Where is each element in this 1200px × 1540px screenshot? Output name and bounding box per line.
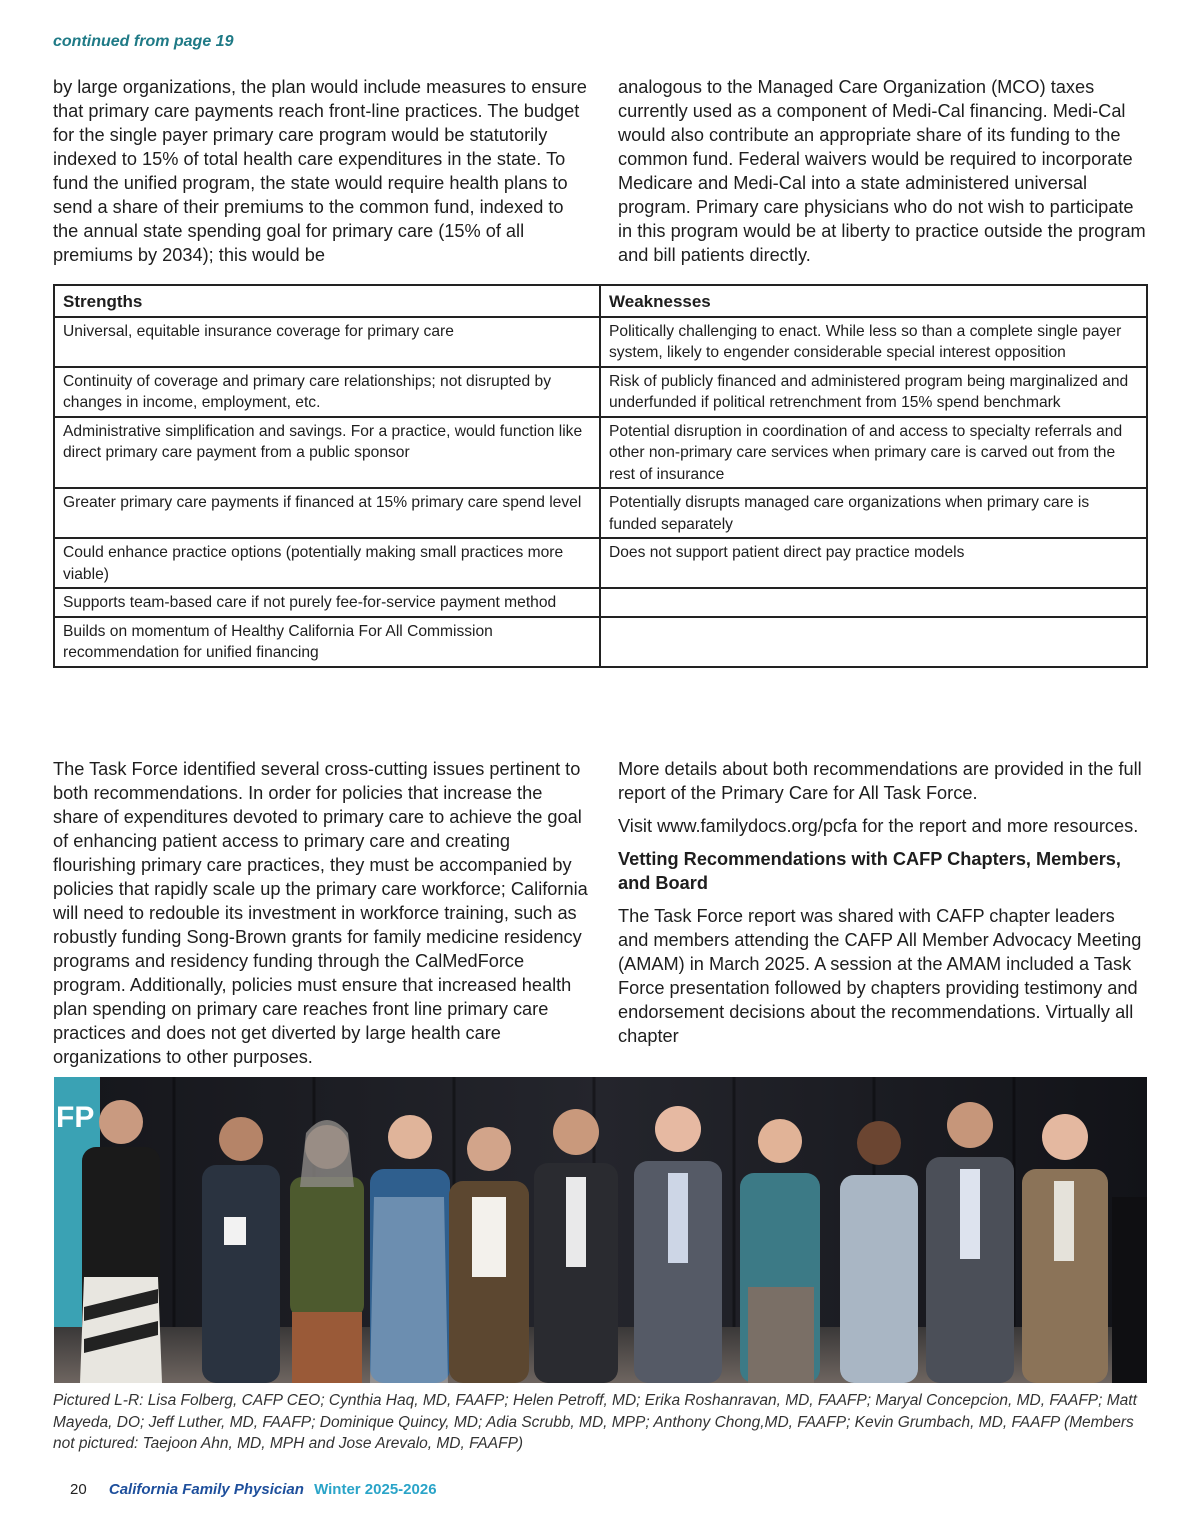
table-row [54,588,1147,617]
strength-cell: Greater primary care payments if financed at 15% primary care spend level [54,488,600,538]
table-row [54,417,1147,489]
weaknesses-header: Weaknesses [600,285,1147,317]
body-right-column [618,757,1148,1057]
table-row [54,538,1147,588]
vetting-paragraph: The Task Force report was shared with CAFP chapter leaders and members attending the CAFP All Member Advocacy Meeting (AMAM) in March 2025. A session at the AMAM included a Task Force presentation followed by chapters providing testimony and endorsement decisions about the recommendations. Virtually all chapter [618,906,1142,1046]
magazine-title: California Family Physician [108,1481,304,1498]
weakness-cell [600,617,1147,667]
table-row [54,488,1147,538]
continued-from-label: continued from page 19 [53,33,234,50]
strength-cell: Supports team-based care if not purely fee-for-service payment method [54,588,600,617]
banner-text: FP [56,1101,95,1134]
intro-left-paragraph: by large organizations, the plan would include measures to ensure that primary care payments reach front-line practices. The budget for the single payer primary care program would be statutorily indexed to 15% of total health care expenditures in the state. To fund the unified program, the state would require health plans to send a share of their premiums to the common fund, indexed to the annual state spending goal for primary care (15% of all premiums by 2034); this would be [53,77,587,265]
strengths-header: Strengths [54,285,600,317]
weakness-cell: Politically challenging to enact. While less so than a complete single payer system, likely to engender considerable special interest opposition [600,317,1147,367]
weakness-cell: Risk of publicly financed and administered program being marginalized and underfunded if political retrenchment from 15% spend benchmark [600,367,1147,417]
strength-cell: Continuity of coverage and primary care relationships; not disrupted by changes in income, employment, etc. [54,367,600,417]
strength-cell: Builds on momentum of Healthy California For All Commission recommendation for unified financing [54,617,600,667]
page-number: 20 [70,1481,87,1498]
details-paragraph: More details about both recommendations are provided in the full report of the Primary Care for All Task Force. [618,759,1142,803]
photo-caption: Pictured L-R: Lisa Folberg, CAFP CEO; Cynthia Haq, MD, FAAFP; Helen Petroff, MD; Erika Roshanravan, MD, FAAFP; Maryal Concepcion, MD, FAAFP; Matt Mayeda, DO; Jeff Luther, MD, FAAFP; Dominique Quincy, MD; Adia Scrubb, MD, MPP; Anthony Chong,MD, FAAFP; Kevin Grumbach, MD, FAAFP (Members not pictured: Taejoon Ahn, MD, MPH and Jose Arevalo, MD, FAAFP) [53,1392,1137,1452]
strength-cell: Could enhance practice options (potentially making small practices more viable) [54,538,600,588]
table-row [54,617,1147,667]
table-row [54,367,1147,417]
weakness-cell: Potential disruption in coordination of and access to specialty referrals and other non-primary care services when primary care is carved out from the rest of insurance [600,417,1147,489]
vetting-subheading: Vetting Recommendations with CAFP Chapters, Members, and Board [618,849,1121,893]
intro-right-column [618,75,1148,276]
weakness-cell [600,588,1147,617]
issue-season: Winter 2025-2026 [314,1481,437,1498]
cross-cutting-paragraph: The Task Force identified several cross-cutting issues pertinent to both recommendations. In order for policies that increase the share of expenditures devoted to primary care to achieve the goal of enhancing patient access to primary care and creating flourishing primary care practices, they must be accompanied by policies that rapidly scale up the primary care workforce; California will need to redouble its investment in workforce training, such as robustly funding Song-Brown grants for family medicine residency programs and residency funding through the CalMedForce program. Additionally, policies must ensure that increased health plan spending on primary care reaches front line primary care practices and does not get diverted by large health care organizations to other purposes. [53,759,588,1067]
intro-right-paragraph: analogous to the Managed Care Organization (MCO) taxes currently used as a component of Medi-Cal financing. Medi-Cal would also contribute an appropriate share of its funding to the common fund. Federal waivers would be required to incorporate Medicare and Medi-Cal into a state administered universal program. Primary care physicians who do not wish to participate in this program would be at liberty to practice outside the program and bill patients directly. [618,77,1146,265]
strengths-weaknesses-table [53,284,1148,668]
page-footer [70,1481,437,1498]
weakness-cell: Potentially disrupts managed care organizations when primary care is funded separately [600,488,1147,538]
table-header-row [54,285,1147,317]
group-photo-illustration [54,1077,1147,1383]
strength-cell: Administrative simplification and savings. For a practice, would function like direct primary care payment from a public sponsor [54,417,600,489]
strength-cell: Universal, equitable insurance coverage for primary care [54,317,600,367]
body-left-column [53,757,588,1078]
visit-paragraph: Visit www.familydocs.org/pcfa for the report and more resources. [618,816,1139,836]
group-photo [54,1077,1147,1383]
weakness-cell: Does not support patient direct pay practice models [600,538,1147,588]
table-row [54,317,1147,367]
intro-left-column [53,75,588,276]
